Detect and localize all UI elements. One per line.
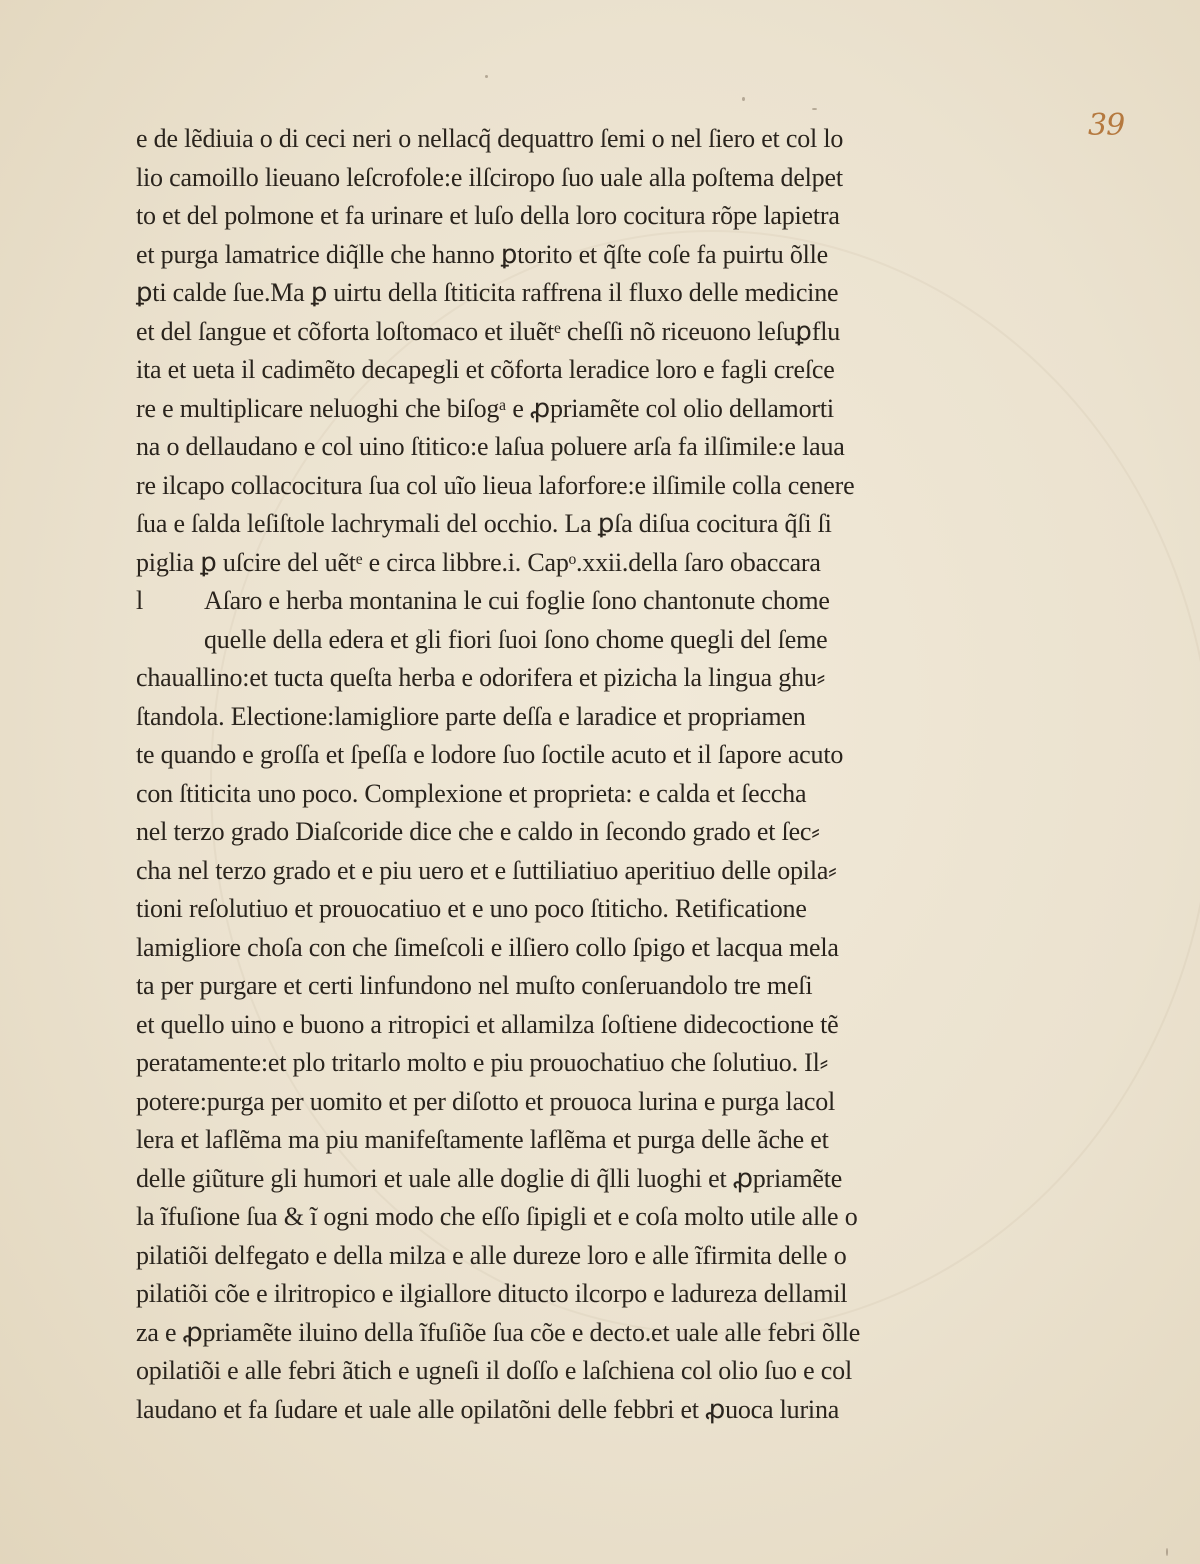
text-line: ta per purgare et certi linfundono nel muſto conſeruandolo tre meſi [136, 971, 813, 1000]
text-line: lamigliore choſa con che ſimeſcoli e ilſiero collo ſpigo et lacqua mela [136, 932, 839, 962]
ink-speck [485, 75, 488, 78]
text-line: re ilcapo collacocitura ſua col uĩo lieua laforfore:e ilſimile colla cenere [136, 470, 855, 500]
folio-number: 39 [1088, 108, 1125, 143]
text-line: lera et laflẽma ma piu manifeſtamente laflẽma et purga delle ãche et [136, 1125, 829, 1154]
text-line: laudano et fa ſudare et uale alle opilatõni delle febbri et ꝓuoca lurina [136, 1394, 840, 1424]
text-line: re e multiplicare neluoghi che biſogᵃ e ꝓpriamẽte col olio dellamorti [136, 393, 834, 423]
ink-speck [1166, 1548, 1168, 1556]
text-line: na o dellaudano e col uino ſtitico:e laſua poluere arſa fa ilſimile:e laua [136, 432, 845, 461]
text-line: Aſaro e herba montanina le cui foglie ſono chantonute chome [204, 586, 830, 615]
guide-letter: l [136, 586, 144, 615]
text-line: ita et ueta il cadimẽto decapegli et cõforta leradice loro e fagli creſce [136, 355, 835, 384]
text-line: cha nel terzo grado et e piu uero et e ſuttiliatiuo aperitiuo delle opila⸗ [136, 855, 837, 885]
ink-speck [742, 97, 745, 101]
text-line: potere:purga per uomito et per diſotto et prouoca lurina e purga lacol [136, 1086, 836, 1116]
text-line: ſua e ſalda leſiſtole lachrymali del occhio. La ꝑſa diſua cocitura q̃ſi ſi [136, 509, 832, 538]
text-line: lio camoillo lieuano leſcrofole:e ilſciropo ſuo uale alla poſtema delpet [136, 162, 843, 192]
text-line: et quello uino e buono a ritropici et allamilza ſoſtiene didecoctione tẽ [136, 1009, 839, 1039]
text-line: ꝑti calde ſue.Ma ꝑ uirtu della ſtiticita raffrena il fluxo delle medicine [136, 278, 839, 307]
text-line: te quando e groſſa et ſpeſſa e lodore ſuo ſoctile acuto et il ſapore acuto [136, 740, 844, 769]
text-line: nel terzo grado Diaſcoride dice che e caldo in ſecondo grado et ſec⸗ [136, 817, 820, 846]
text-line: chauallino:et tucta queſta herba e odorifera et pizicha la lingua ghu⸗ [136, 663, 826, 692]
text-line: opilatiõi e alle febri ãtich e ugneſi il doſſo e laſchiena col olio ſuo e col [136, 1356, 852, 1385]
text-line: la ĩfuſione ſua & ĩ ogni modo che eſſo ſipigli et e coſa molto utile alle o [136, 1202, 858, 1231]
text-line: e de lẽdiuia o di ceci neri o nellacq̃ dequattro ſemi o nel ſiero et col lo [136, 124, 844, 153]
text-line: delle giũture gli humori et uale alle doglie di q̃lli luoghi et ꝓpriamẽte [136, 1163, 843, 1193]
text-line: pilatiõi delfegato e della milza e alle dureze loro e alle ĩfirmita delle o [136, 1240, 847, 1270]
text-line: con ſtiticita uno poco. Complexione et proprieta: e calda et ſeccha [136, 778, 807, 808]
text-line: piglia ꝑ uſcire del uẽtᵉ e circa libbre.i. Capᵒ.xxii.della ſaro obaccara [136, 547, 821, 577]
text-line: tioni reſolutiuo et prouocatiuo et e uno poco ſtiticho. Retificatione [136, 894, 807, 923]
text-line: et del ſangue et cõforta loſtomaco et iluẽtᵉ cheſſi nõ riceuono leſuꝑflu [136, 316, 841, 346]
chapter-first-line [136, 582, 971, 621]
text-line: pilatiõi cõe e ilritropico e ilgiallore ditucto ilcorpo e ladureza dellamil [136, 1279, 848, 1308]
text-line: ſtandola. Electione:lamigliore parte deſſa e laradice et propriamen [136, 701, 806, 731]
text-line: za e ꝓpriamẽte iluino della ĩfuſiõe ſua cõe e decto.et uale alle febri õlle [136, 1317, 861, 1347]
ink-speck [812, 108, 817, 110]
text-line: peratamente:et plo tritarlo molto e piu prouochatiuo che ſolutiuo. Il⸗ [136, 1048, 829, 1077]
text-line: to et del polmone et fa urinare et luſo della loro cocitura rõpe lapietra [136, 201, 840, 230]
text-line: et purga lamatrice diq̃lle che hanno ꝑtorito et q̃ſte coſe fa puirtu õlle [136, 239, 829, 269]
text-line: quelle della edera et gli fiori ſuoi ſono chome quegli del ſeme [204, 624, 828, 654]
main-text [136, 120, 971, 1429]
